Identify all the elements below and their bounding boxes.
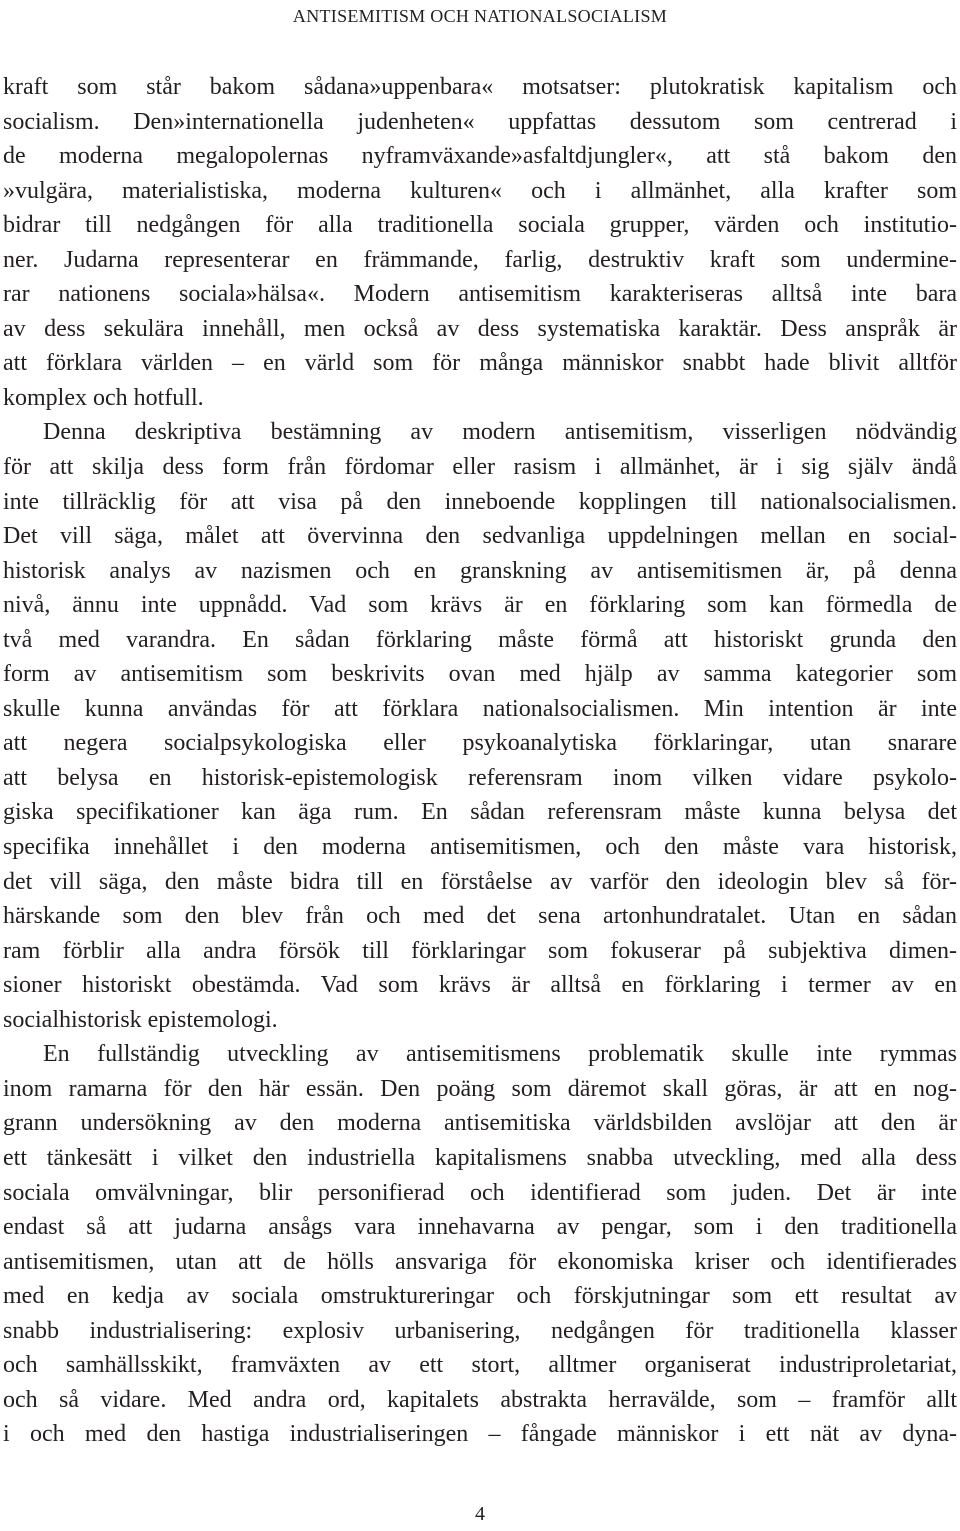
text-line: sioner historiskt obestämda. Vad som krävs är alltså en förklaring i termer av en [3, 972, 957, 999]
text-line: att belysa en historisk-epistemologisk referensram inom vilken vidare psykolo- [3, 764, 957, 791]
text-line: ner. Judarna representerar en främmande, farlig, destruktiv kraft som undermine- [3, 246, 957, 273]
text-line: skulle kunna användas för att förklara nationalsocialismen. Min intention är inte [3, 695, 957, 722]
text-line: och så vidare. Med andra ord, kapitalets abstrakta herravälde, som – framför allt [3, 1386, 957, 1413]
text-line: historisk analys av nazismen och en granskning av antisemitismen är, på denna [3, 557, 957, 584]
text-line: En fullständig utveckling av antisemitismens problematik skulle inte rymmas [43, 1041, 957, 1068]
text-line: form av antisemitism som beskrivits ovan med hjälp av samma kategorier som [3, 661, 957, 688]
text-line: i och med den hastiga industrialiseringen – fångade människor i ett nät av dyna- [3, 1421, 957, 1448]
body-text [3, 70, 957, 1452]
running-header: ANTISEMITISM OCH NATIONALSOCIALISM [292, 6, 668, 26]
text-line: nivå, ännu inte uppnådd. Vad som krävs är en förklaring som kan förmedla de [3, 592, 957, 619]
text-line: sociala omvälvningar, blir personifierad och identifierad som juden. Det är inte [3, 1179, 957, 1206]
text-line: och samhällsskikt, framväxten av ett stort, alltmer organiserat industriproletariat, [3, 1352, 957, 1379]
text-line: komplex och hotfull. [3, 384, 204, 411]
text-line: Det vill säga, målet att övervinna den sedvanliga uppdelningen mellan en social- [3, 523, 957, 550]
text-line: ett tänkesätt i vilket den industriella kapitalismens snabba utveckling, med alla dess [3, 1144, 957, 1171]
text-line: Denna deskriptiva bestämning av modern antisemitism, visserligen nödvändig [43, 419, 957, 446]
text-line: antisemitismen, utan att de hölls ansvariga för ekonomiska kriser och identifierades [3, 1248, 957, 1275]
text-line: »vulgära, materialistiska, moderna kulturen« och i allmänhet, alla krafter som [3, 177, 957, 204]
text-line: för att skilja dess form från fördomar eller rasism i allmänhet, är i sig själv ändå [3, 454, 957, 481]
text-line: specifika innehållet i den moderna antisemitismen, och den måste vara historisk, [3, 834, 957, 861]
text-line: socialism. Den»internationella judenheten« uppfattas dessutom som centrerad i [3, 108, 957, 135]
text-line: av dess sekulära innehåll, men också av dess systematiska karaktär. Dess anspråk är [3, 315, 957, 342]
text-line: grann undersökning av den moderna antisemitiska världsbilden avslöjar att den är [3, 1110, 957, 1137]
text-line: härskande som den blev från och med det sena artonhundratalet. Utan en sådan [3, 903, 957, 930]
text-line: rar nationens sociala»hälsa«. Modern antisemitism karakteriseras alltså inte bara [3, 281, 957, 308]
text-line: bidrar till nedgången för alla traditionella sociala grupper, värden och institutio- [3, 212, 957, 239]
text-line: kraft som står bakom sådana»uppenbara« motsatser: plutokratisk kapitalism och [3, 74, 957, 100]
text-line: snabb industrialisering: explosiv urbanisering, nedgången för traditionella klasser [3, 1317, 957, 1344]
text-line: ram förblir alla andra försök till förklaringar som fokuserar på subjektiva dimen- [3, 937, 957, 964]
page-number: 4 [475, 1503, 485, 1525]
text-line: att negera socialpsykologiska eller psykoanalytiska förklaringar, utan snarare [3, 730, 957, 757]
text-line: endast så att judarna ansågs vara innehavarna av pengar, som i den traditionella [3, 1214, 957, 1241]
text-line: de moderna megalopolernas nyframväxande»asfaltdjungler«, att stå bakom den [3, 143, 957, 170]
text-line: inte tillräcklig för att visa på den inneboende kopplingen till nationalsocialismen. [3, 488, 957, 515]
text-line: giska specifikationer kan äga rum. En sådan referensram måste kunna belysa det [3, 799, 957, 826]
text-line: att förklara världen – en värld som för många människor snabbt hade blivit alltför [3, 350, 957, 377]
text-line: socialhistorisk epistemologi. [3, 1006, 278, 1033]
text-line: med en kedja av sociala omstruktureringar och förskjutningar som ett resultat av [3, 1283, 957, 1310]
text-line: inom ramarna för den här essän. Den poäng som däremot skall göras, är att en nog- [3, 1075, 957, 1102]
text-line: två med varandra. En sådan förklaring måste förmå att historiskt grunda den [3, 626, 957, 653]
text-line: det vill säga, den måste bidra till en förståelse av varför den ideologin blev så för- [3, 868, 957, 895]
